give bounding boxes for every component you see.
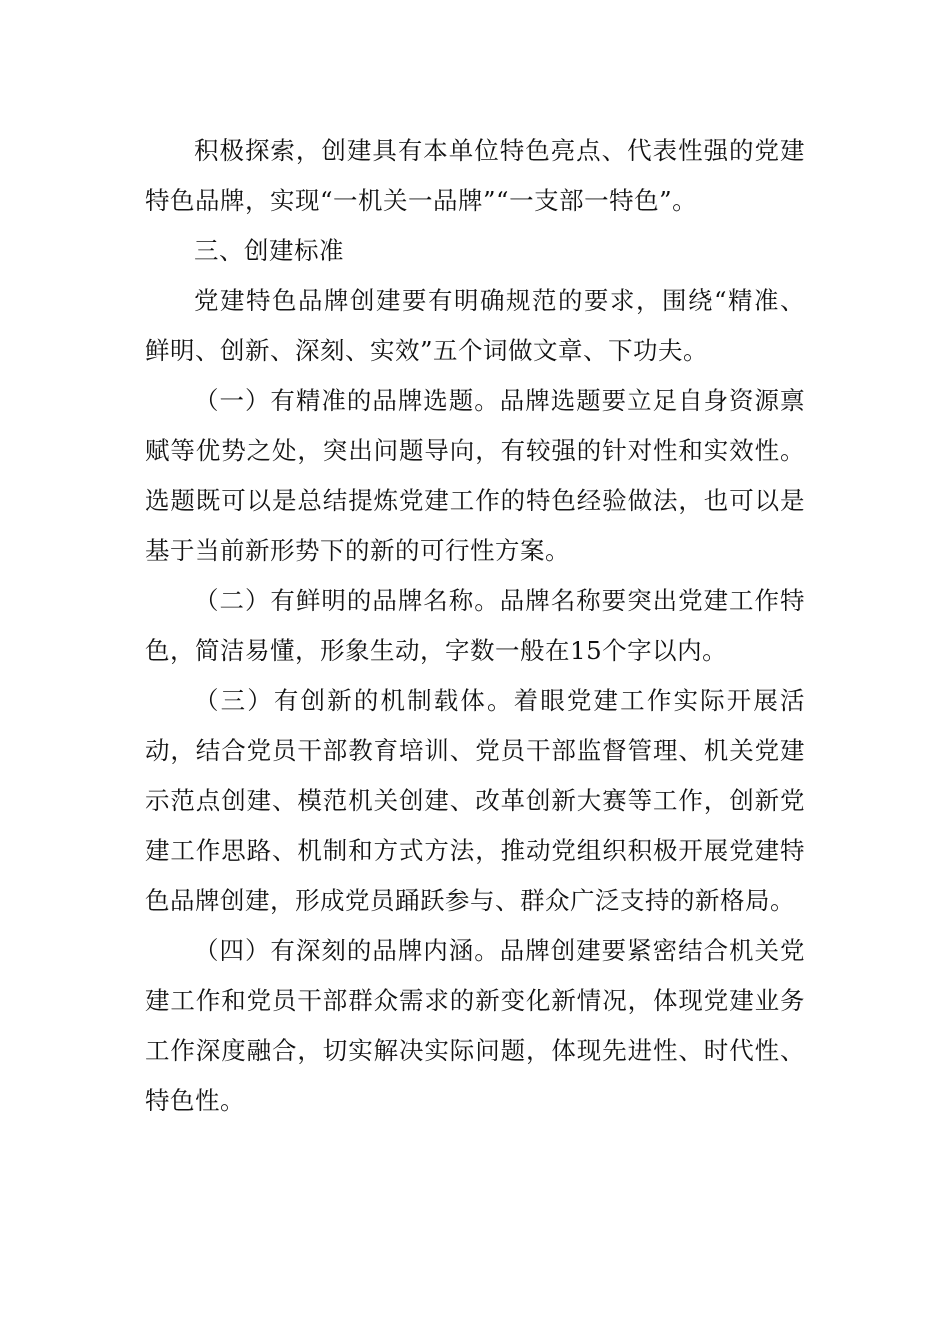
paragraph-intro-continuation: 积极探索，创建具有本单位特色亮点、代表性强的党建特色品牌，实现“一机关一品牌”“一支部一特色”。 <box>145 136 805 215</box>
document-body <box>145 126 805 1126</box>
paragraph-item-4-connotation: （四）有深刻的品牌内涵。品牌创建要紧密结合机关党建工作和党员干部群众需求的新变化新情况，体现党建业务工作深度融合，切实解决实际问题，体现先进性、时代性、特色性。 <box>145 936 805 1115</box>
section-heading-standards: 三、创建标准 <box>194 236 344 265</box>
paragraph-item-2-name: （二）有鲜明的品牌名称。品牌名称要突出党建工作特色，简洁易懂，形象生动，字数一般在15个字以内。 <box>145 586 805 665</box>
paragraph-item-1-topic: （一）有精准的品牌选题。品牌选题要立足自身资源禀赋等优势之处，突出问题导向，有较强的针对性和实效性。选题既可以是总结提炼党建工作的特色经验做法，也可以是基于当前新形势下的新的可行性方案。 <box>145 386 805 565</box>
paragraph-standards-overview: 党建特色品牌创建要有明确规范的要求，围绕“精准、鲜明、创新、深刻、实效”五个词做文章、下功夫。 <box>145 286 805 365</box>
paragraph-item-3-mechanism: （三）有创新的机制载体。着眼党建工作实际开展活动，结合党员干部教育培训、党员干部监督管理、机关党建示范点创建、模范机关创建、改革创新大赛等工作，创新党建工作思路、机制和方式方法，推动党组织积极开展党建特色品牌创建，形成党员踊跃参与、群众广泛支持的新格局。 <box>145 686 805 915</box>
